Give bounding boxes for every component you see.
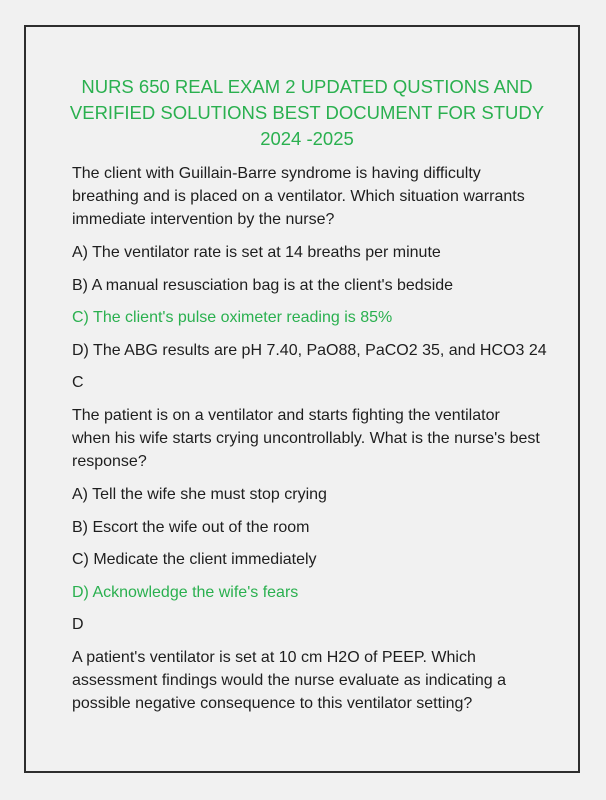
title-line-2: VERIFIED SOLUTIONS BEST DOCUMENT FOR STUDY	[69, 102, 545, 123]
document-content	[69, 74, 547, 725]
question-2-option-c: C) Medicate the client immediately	[72, 551, 317, 568]
question-2-text: The patient is on a ventilator and starts fighting the ventilator when his wife starts crying uncontrollably. What is the nurse's best response?	[72, 407, 540, 470]
question-1-answer: C	[72, 374, 84, 391]
title-line-1: NURS 650 REAL EXAM 2 UPDATED QUSTIONS AND	[81, 76, 533, 97]
document-title	[62, 74, 552, 152]
question-2-option-b: B) Escort the wife out of the room	[72, 518, 310, 536]
question-1-option-b: B) A manual resusciation bag is at the client's bedside	[72, 276, 454, 294]
question-2-option-a: A) Tell the wife she must stop crying	[72, 486, 327, 503]
title-line-3: 2024 -2025	[260, 128, 354, 149]
question-3-text: A patient's ventilator is set at 10 cm H2O of PEEP. Which assessment findings would the nurse evaluate as indicating a possible negative consequence to this ventilator setting?	[72, 649, 507, 712]
question-2-option-d-correct: D) Acknowledge the wife's fears	[72, 583, 299, 601]
question-1-option-d: D) The ABG results are pH 7.40, PaO88, PaCO2 35, and HCO3 24	[72, 341, 547, 359]
question-1-option-c-correct: C) The client's pulse oximeter reading is 85%	[72, 309, 393, 326]
question-2-answer: D	[72, 616, 84, 633]
question-1-text: The client with Guillain-Barre syndrome is having difficulty breathing and is placed on a ventilator. Which situation warrants immediate intervention by the nurse?	[72, 165, 525, 228]
question-1-option-a: A) The ventilator rate is set at 14 breaths per minute	[72, 244, 441, 261]
